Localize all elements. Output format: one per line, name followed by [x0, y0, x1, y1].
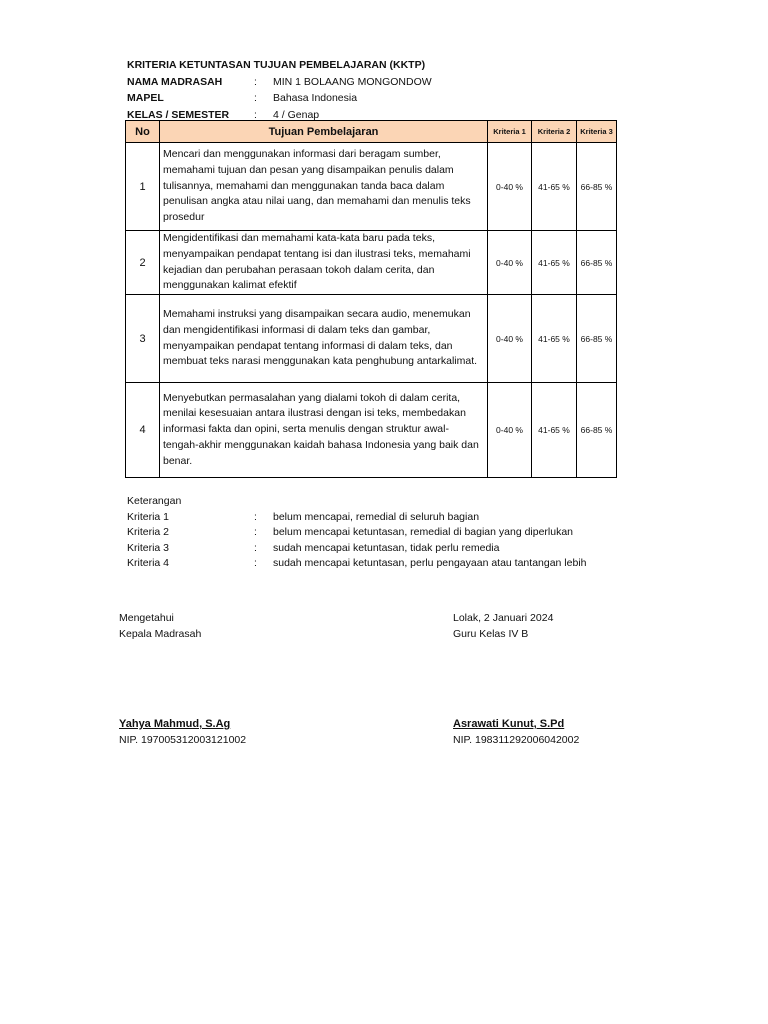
row-kriteria-2: 41-65 % — [532, 383, 577, 478]
column-header-kriteria-1: Kriteria 1 — [488, 121, 532, 143]
table-header-row — [126, 121, 617, 143]
table-row — [126, 383, 617, 478]
keterangan-text: sudah mencapai ketuntasan, tidak perlu remedia — [273, 541, 500, 554]
document-header — [127, 57, 432, 123]
field-colon: : — [254, 75, 257, 88]
row-kriteria-3: 66-85 % — [577, 295, 617, 383]
keterangan-text: sudah mencapai ketuntasan, perlu pengayaan atau tantangan lebih — [273, 557, 587, 569]
kktp-table — [125, 120, 617, 478]
table-row — [126, 143, 617, 231]
keterangan-label: Kriteria 1 — [127, 510, 170, 523]
row-number: 4 — [126, 383, 160, 478]
keterangan-text: belum mencapai, remedial di seluruh bagian — [273, 510, 480, 523]
keterangan-item — [127, 525, 574, 541]
field-colon: : — [254, 108, 257, 121]
keterangan-text: belum mencapai ketuntasan, remedial di bagian yang diperlukan — [273, 526, 574, 538]
signature-guru-kelas — [453, 610, 579, 748]
keterangan-colon: : — [254, 557, 257, 569]
row-kriteria-1: 0-40 % — [488, 143, 532, 231]
keterangan-colon: : — [254, 510, 257, 523]
field-value: Bahasa Indonesia — [273, 92, 358, 104]
keterangan-label: Kriteria 2 — [127, 526, 170, 538]
signatory-name: Asrawati Kunut, S.Pd — [453, 718, 565, 730]
row-kriteria-3: 66-85 % — [577, 383, 617, 478]
row-kriteria-3: 66-85 % — [577, 231, 617, 295]
field-nama-madrasah — [127, 74, 432, 91]
keterangan-item — [127, 541, 500, 557]
signature-line-1: Mengetahui — [119, 612, 174, 624]
document-title: KRITERIA KETUNTASAN TUJUAN PEMBELAJARAN (KKTP) — [127, 59, 426, 71]
signatory-nip: NIP. 198311292006042002 — [453, 734, 580, 746]
row-kriteria-2: 41-65 % — [532, 143, 577, 231]
table-row — [126, 295, 617, 383]
field-value: 4 / Genap — [273, 108, 320, 121]
keterangan-label: Kriteria 3 — [127, 541, 170, 554]
keterangan-item — [127, 556, 587, 572]
keterangan-item — [127, 510, 480, 526]
signatory-nip: NIP. 197005312003121002 — [119, 734, 247, 746]
signature-space — [119, 642, 246, 716]
keterangan-title: Keterangan — [127, 495, 182, 507]
signature-line-1: Lolak, 2 Januari 2024 — [453, 612, 554, 624]
row-kriteria-2: 41-65 % — [532, 231, 577, 295]
column-header-no: No — [126, 121, 160, 143]
row-objective: Mengidentifikasi dan memahami kata-kata baru pada teks, menyampaikan pendapat tentang isi dan ilustrasi teks, memahami kejadian dan perubahan perasaan tokoh dalam cerita, dan menggunakan kalimat efektif — [160, 231, 488, 295]
column-header-kriteria-2: Kriteria 2 — [532, 121, 577, 143]
column-header-kriteria-3: Kriteria 3 — [577, 121, 617, 143]
field-label: MAPEL — [127, 92, 164, 104]
keterangan-label: Kriteria 4 — [127, 557, 170, 569]
signature-line-2: Kepala Madrasah — [119, 628, 202, 640]
row-number: 2 — [126, 231, 160, 295]
field-mapel — [127, 90, 425, 107]
row-kriteria-2: 41-65 % — [532, 295, 577, 383]
signature-space — [453, 642, 579, 716]
field-label: KELAS / SEMESTER — [127, 108, 230, 121]
column-header-tujuan: Tujuan Pembelajaran — [160, 121, 488, 143]
keterangan-colon: : — [254, 541, 257, 554]
signature-kepala-madrasah — [119, 610, 246, 748]
field-colon: : — [254, 92, 257, 104]
row-objective: Memahami instruksi yang disampaikan secara audio, menemukan dan mengidentifikasi informasi di dalam teks dan gambar, menyampaikan pendapat tentang informasi di dalam teks, dan membuat teks narasi menggunakan kata penghubung antarkalimat. — [160, 295, 488, 383]
keterangan-colon: : — [254, 526, 257, 538]
row-kriteria-1: 0-40 % — [488, 383, 532, 478]
table-row — [126, 231, 617, 295]
row-number: 1 — [126, 143, 160, 231]
row-kriteria-1: 0-40 % — [488, 231, 532, 295]
field-label: NAMA MADRASAH — [127, 75, 223, 88]
row-objective: Menyebutkan permasalahan yang dialami tokoh di dalam cerita, menilai kesesuaian antara ilustrasi dengan isi teks, membedakan informasi fakta dan opini, serta menulis dengan struktur awal-tengah-akhir menggunakan kaidah bahasa Indonesia yang baik dan benar. — [160, 383, 488, 478]
signature-line-2: Guru Kelas IV B — [453, 628, 529, 640]
row-number: 3 — [126, 295, 160, 383]
row-objective: Mencari dan menggunakan informasi dari beragam sumber, memahami tujuan dan pesan yang disampaikan penulis dalam tulisannya, memahami dan menggunakan tanda baca dalam penulisan angka atau nilai uang, dan memahami dan menulis teks prosedur — [160, 143, 488, 231]
signatory-name: Yahya Mahmud, S.Ag — [119, 718, 231, 730]
row-kriteria-3: 66-85 % — [577, 143, 617, 231]
row-kriteria-1: 0-40 % — [488, 295, 532, 383]
field-value: MIN 1 BOLAANG MONGONDOW — [273, 75, 432, 88]
keterangan-section — [127, 494, 587, 572]
